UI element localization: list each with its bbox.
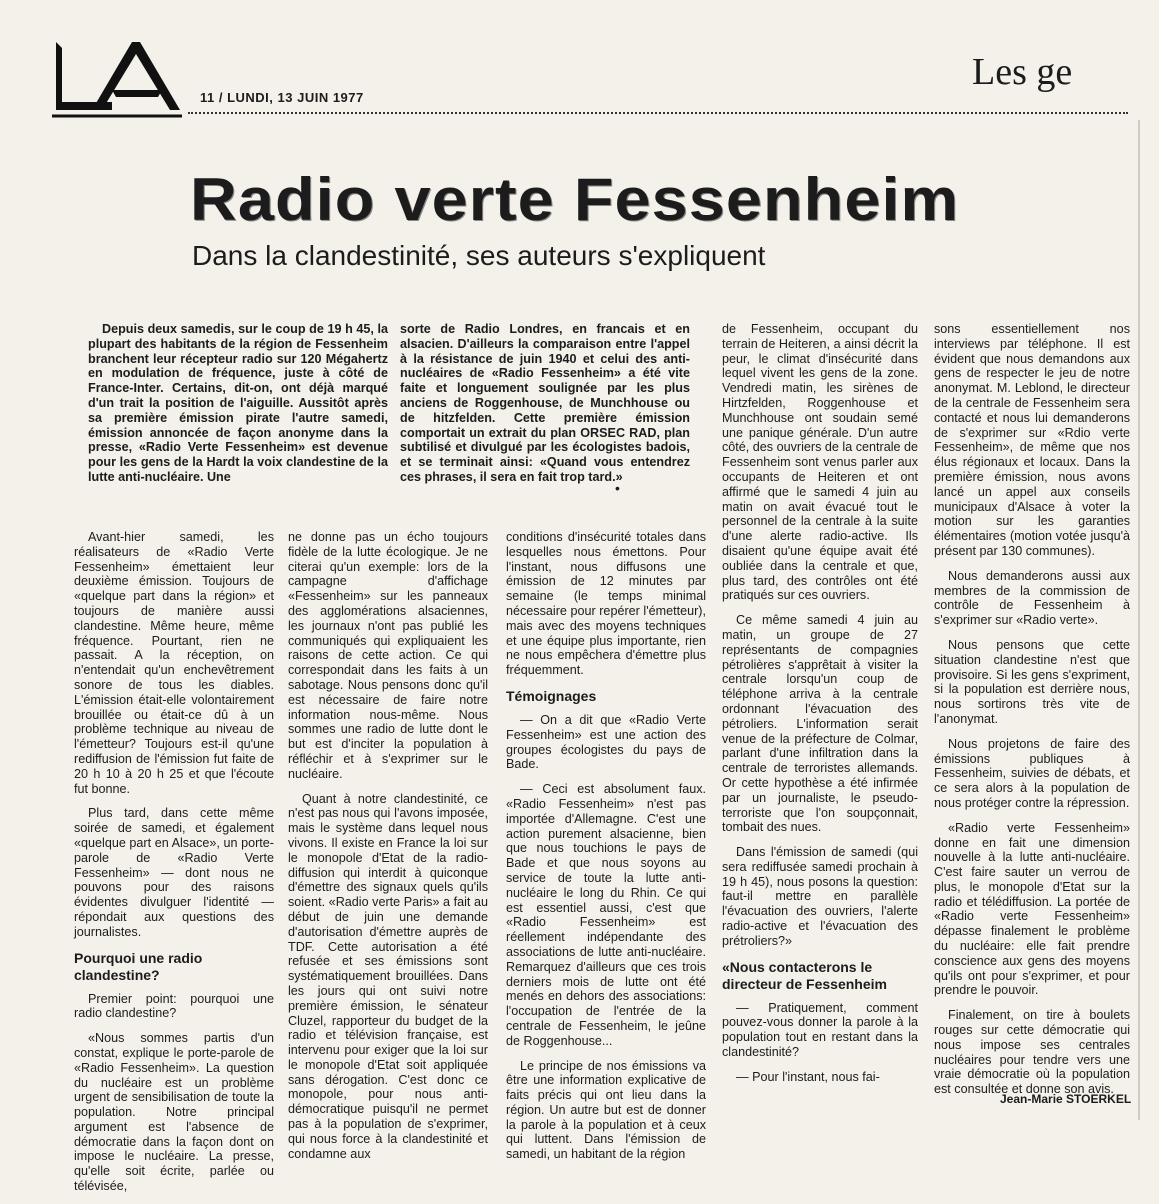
paragraph: «Radio verte Fessenheim» donne en fait une dimension nouvelle à la lutte anti-nucléaire. C'est faire sauter un verrou de plus, le monopole d'Etat sur la radio et télédiffusion. La portée de «Radio verte Fessenheim» dépasse finalement le problème du nucléaire: elle fait prendre conscience aux gens des moyens qu'ils ont pour s'exprimer, et pour prendre le pouvoir. [934, 820, 1130, 998]
subheading: Témoignages [506, 687, 597, 704]
paragraph: de Fessenheim, occupant du terrain de Heiteren, a ainsi décrit la peur, le climat d'insécurité dans lequel vivent les gens de la zone. Vendredi matin, les sirènes de Hirtzfelden, Roggenhouse et Munchhouse ont soudain semé une panique générale. D'un autre côté, des ouvriers de la centrale de Fessenheim sont venus parler aux occupants de Heiteren et ont affirmé que le samedi 4 juin au matin on avait évacué tout le personnel de la centrale à la suite d'une alerte radio-active. Ils disaient qu'une équipe avait été oubliée dans la centrale et que, plus tard, des contrôles ont été pratiqués sur ces ouvriers. [722, 322, 919, 603]
paragraph: Le principe de nos émissions va être une information explicative de faits précis qui ont lieu dans la région. Un autre but est de donner la parole à la population et à ceux qui luttent. Dans l'émission de samedi, un habitant de la région [506, 1058, 706, 1162]
paragraph: Ce même samedi 4 juin au matin, un groupe de 27 représentants de compagnies pétrolières s'apprêtait à visiter la centrale lorsqu'un coup de téléphone arriva à la centrale ordonnant l'évacuation des pétroliers. L'information serait venue de la préfecture de Colmar, parlant d'une infiltration dans la centrale de terroristes allemands. Or cette hypothèse a été infirmée par un journaliste, le pseudo-terroriste que l'on soupçonnait, tombait des nues. [722, 613, 918, 835]
paragraph: sons essentiellement nos interviews par téléphone. Il est évident que nous demandons aux gens de respecter le jeu de notre anonymat. M. Leblond, le directeur de la centrale de Fessenheim sera contacté et nous lui demanderons de s'exprimer sur «Rdio verte Fessenheim», de même que nos élus régionaux et locaux. Dans la première émission, nous avons lancé un appel aux conseils municipaux d'Alsace à voter la motion sur les garanties élémentaires (motion votée jusqu'à présent par 130 communes). [934, 322, 1130, 558]
section-title: Les ge [972, 51, 1073, 93]
paragraph: Nous demanderons aussi aux membres de la commission de contrôle de Fessenheim à s'exprimer sur «Radio verte». [934, 568, 1130, 628]
paragraph: Quant à notre clandestinité, ce n'est pas nous qui l'avons imposée, mais le système dans lequel nous vivons. Il existe en France la loi sur le monopole d'Etat de la radio-diffusion qui interdit à quiconque d'émettre des signaux quels qu'ils soient. «Radio verte Paris» a fait au début de juin une demande d'autorisation d'émettre auprès de TDF. Cette autorisation a été refusée et ses émissions sont systématiquement brouillées. Dans les jours qui ont suivi notre première émission, le sénateur Cluzel, rapporteur du budget de la radio et télévision française, est intervenu pour exiger que la loi sur le monopole d'Etat soit appliquée sans dérogation. C'est donc ce monopole, pour nous anti-démocratique puisqu'il ne permet pas à la population de s'exprimer, qui nous force à la clandestinité et condamne aux [288, 791, 488, 1161]
body-column-3 [506, 530, 706, 1172]
page-edge [1138, 120, 1140, 1120]
paragraph: conditions d'insécurité totales dans lesquelles nous émettons. Pour l'instant, nous diffusons une émission de 12 minutes par semaine (le temps minimal nécessaire pour repérer l'émetteur), mais avec des moyens techniques et une équipe plus importante, rien ne nous empêchera d'émettre plus fréquemment. [506, 530, 706, 678]
paragraph: Dans l'émission de samedi (qui sera rediffusée samedi prochain à 19 h 45), nous posons la question: faut-il mettre en parallèle l'évacuation des ouvriers, l'alerte radio-active et l'évacuation des prétroliers?» [722, 845, 918, 948]
intro-paragraph: sorte de Radio Londres, en francais et en alsacien. D'ailleurs la comparaison entre l'appel à la résistance de juin 1940 et celui des anti-nucléaires de «Radio Fessenheim» a été vite faite et longuement soulignée par les plus anciens de Roggenhouse, de Munchhouse ou de hitzfelden. Cette première émission comportait un extrait du plan ORSEC RAD, plan subtilisé et divulgué par les écologistes badois, et se terminait ainsi: «Quand vous entendrez ces phrases, il sera en fait trop tard.» [400, 322, 690, 484]
paragraph: — On a dit que «Radio Verte Fessenheim» est une action des groupes écologistes du pays de Bade. [506, 712, 706, 772]
page-dateline: 11 / LUNDI, 13 JUIN 1977 [200, 90, 364, 105]
body-column-5 [934, 322, 1130, 1107]
intro-column-2 [400, 322, 690, 495]
paragraph: — Ceci est absolument faux. «Radio Fessenheim» n'est pas importée d'Allemagne. C'est une action purement alsacienne, bien que nous touchions le pays de Bade et que nous soyons au service de toute la lutte anti-nucléaire le long du Rhin. Ce qui est essentiel aussi, c'est que «Radio Fessenheim» est réellement indépendante des associations de lutte anti-nucléaire. Remarquez d'ailleurs que ces trois derniers mois de lutte ont été menés en dehors des associations: l'occupation de l'entrée de la centrale de Fessenheim, le jeûne de Roggenhouse... [506, 782, 706, 1048]
author-signature: Jean-Marie STOERKEL [1000, 1092, 1132, 1106]
paragraph: Nous pensons que cette situation clandestine n'est que provisoire. Si les gens s'expriment, si la population est derrière nous, nous sortirons très vite de l'anonymat. [934, 637, 1130, 726]
subheading: «Nous contacterons le directeur de Fessenheim [722, 958, 887, 992]
body-column-1 [74, 530, 274, 1204]
paragraph: Avant-hier samedi, les réalisateurs de «Radio Verte Fessenheim» émettaient leur deuxième émission. Toujours de «quelque part dans la région» et toujours de manière aussi clandestine. Même heure, même fréquence. Pourtant, rien ne passait. A la réception, on n'entendait qu'un enchevêtrement sonore de tous les diables. L'émission était-elle volontairement brouillée ou était-ce dû à un problème technique au niveau de l'émetteur? Toujours est-il qu'une rediffusion de l'émission fut faite de 20 h 10 à 20 h 25 et que l'écoute fut bonne. [74, 530, 274, 796]
paragraph: «Nous sommes partis d'un constat, explique le porte-parole de «Radio Fessenheim». La question du nucléaire est un problème urgent de sensibilisation de toute la population. Notre principal argument est l'absence de démocratie dans la façon dont on impose le nucléaire. La presse, qu'elle soit écrite, parlée ou télévisée, [74, 1031, 274, 1194]
body-column-2 [288, 530, 488, 1171]
paragraph: Premier point: pourquoi une radio clandestine? [74, 991, 274, 1021]
body-column-4 [722, 322, 918, 1095]
subheading: Pourquoi une radio clandestine? [74, 949, 203, 983]
intro-column-1 [88, 322, 388, 495]
article-headline: Radio verte Fessenheim [190, 166, 960, 233]
paragraph: Nous projetons de faire des émissions publiques à Fessenheim, suivies de débats, et ce sera alors à la population de nous protéger contre la répression. [934, 736, 1130, 810]
paragraph: — Pour l'instant, nous fai- [736, 1069, 880, 1084]
article-subheadline: Dans la clandestinité, ses auteurs s'expliquent [192, 240, 766, 271]
intro-paragraph: Depuis deux samedis, sur le coup de 19 h 45, la plupart des habitants de la région de Fessenheim branchent leur récepteur radio sur 120 Mégahertz en modulation de fréquence, juste à côté de France-Inter. Certains, dit-on, ont déjà marqué d'un trait la position de l'aiguille. Aussitôt après sa première émission pirate l'autre samedi, émission annoncée de façon anonyme dans la presse, «Radio Verte Fessenheim» est devenue pour les gens de la Hardt la voix clandestine de la lutte anti-nucléaire. Une [88, 322, 388, 484]
bullet-dot: • [615, 480, 620, 496]
paragraph: — Pratiquement, comment pouvez-vous donner la parole à la population tout en restant dans la clandestinité? [722, 1000, 918, 1060]
paragraph: Finalement, on tire à boulets rouges sur cette démocratie qui nous impose ses centrales nucléaires pour tendre vers une vraie démocratie où la population est consultée et donne son avis. [934, 1008, 1130, 1097]
masthead-rule [188, 112, 1128, 114]
newspaper-logo [52, 40, 182, 122]
paragraph: Plus tard, dans cette même soirée de samedi, et également «quelque part en Alsace», un porte-parole de «Radio Verte Fessenheim» — dont nous ne pouvons pour des raisons évidentes divulguer l'identité — répondait aux questions des journalistes. [74, 806, 274, 939]
paragraph: ne donne pas un écho toujours fidèle de la lutte écologique. Je ne citerai qu'un exemple: lors de la campagne d'affichage «Fessenheim» sur les panneaux des agglomérations alsaciennes, les journaux n'ont pas publié les communiqués qui expliquaient les raisons de cette action. Ce qui correspondait dans les faits à un sabotage. Nous pensons donc qu'il est nécessaire de faire notre information nous-même. Nous sommes une radio de lutte dont le but est d'inciter la population à réfléchir et à s'exprimer sur le nucléaire. [288, 530, 488, 781]
